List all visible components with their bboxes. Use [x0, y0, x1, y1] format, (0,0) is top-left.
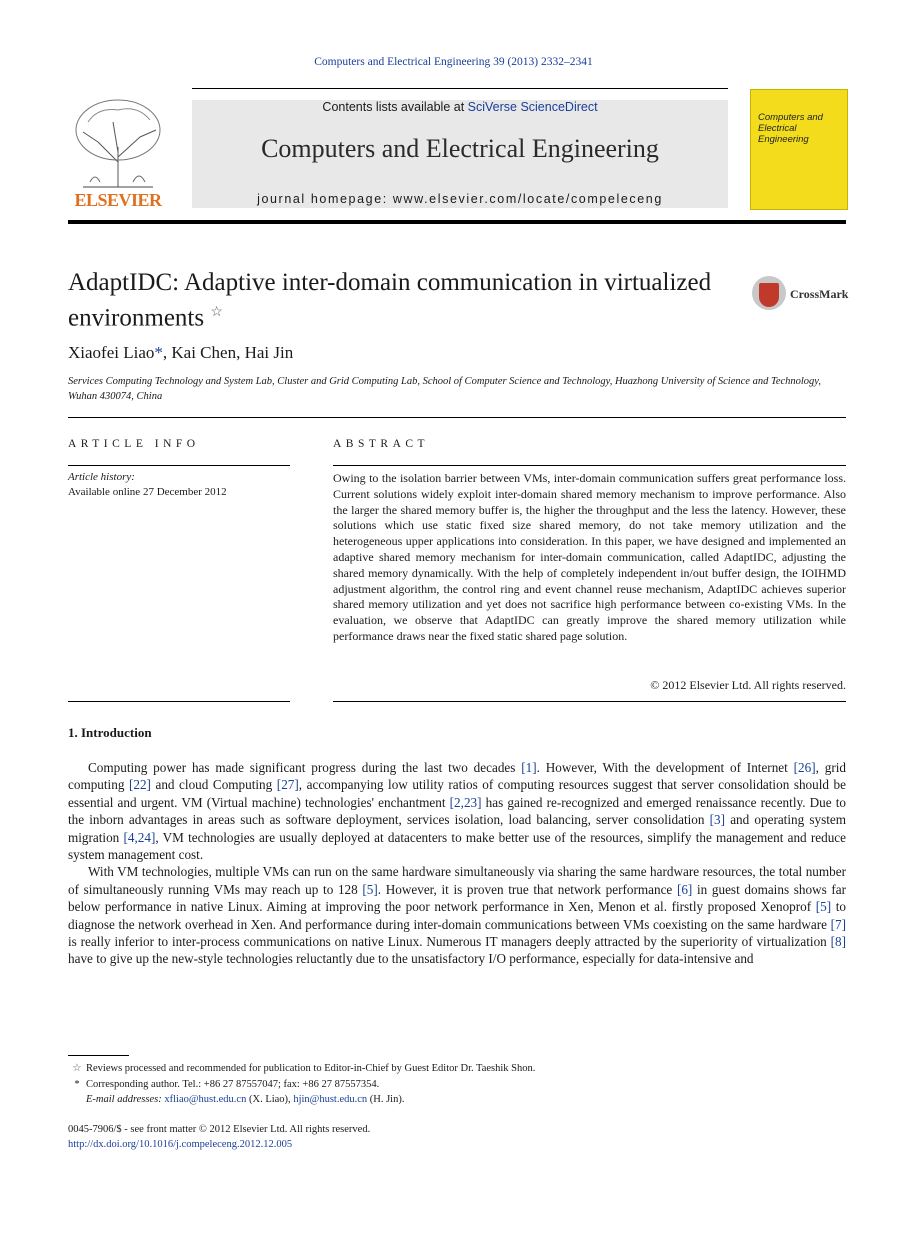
paragraph-text: has gained re-recognized and emerged renaissance recently. Due to the inborn advantages in areas such as software deployment, services isolation, load balancing, server consolidation [68, 794, 846, 828]
journal-name: Computers and Electrical Engineering [261, 134, 659, 163]
affiliation: Services Computing Technology and System Lab, Cluster and Grid Computing Lab, School of Computer Science and Technology, Huazhong University of Science and Technology, Wuhan 430074, China [68, 376, 822, 402]
citation-link[interactable]: [7] [830, 916, 846, 932]
abstract-rule [333, 465, 846, 466]
section-rule [68, 417, 846, 418]
footnote-star-mark: ☆ [72, 1063, 82, 1074]
footnotes [68, 1061, 846, 1108]
abstract-heading: ABSTRACT [333, 438, 430, 450]
abstract-bottom-rule [333, 701, 846, 702]
citation-link[interactable]: [26] [793, 760, 816, 775]
homepage-url[interactable]: www.elsevier.com/locate/compeleceng [392, 192, 663, 206]
article-history [68, 470, 227, 500]
paragraph-text: , grid computing [68, 760, 846, 793]
citation-link[interactable]: [5] [815, 899, 832, 915]
front-matter [68, 1122, 370, 1152]
journal-homepage [192, 192, 728, 206]
paragraph-text: is really inferior to inter-process communications on native Linux. Numerous IT managers deeply attracted by the superiority of virtualization [68, 934, 831, 950]
paragraph-text: , VM technologies are usually deployed at datacenters to make better use of the resources, simplify the management and reduce system management cost. [68, 829, 846, 863]
issn-line: 0045-7906/$ - see front matter © 2012 Elsevier Ltd. All rights reserved. [68, 1124, 371, 1135]
footnote-corr-mark: * [74, 1078, 80, 1090]
homepage-prefix: journal homepage: [257, 192, 393, 206]
citation-link[interactable]: [6] [676, 881, 693, 897]
available-online-date: Available online 27 December 2012 [68, 486, 227, 498]
email-jin-link[interactable]: hjin@hust.edu.cn [293, 1094, 368, 1105]
citation-link[interactable]: [5] [362, 881, 378, 897]
sciencedirect-link[interactable]: SciVerse ScienceDirect [467, 100, 598, 114]
paragraph-text: and cloud Computing [150, 777, 277, 793]
title-footnote-star[interactable]: ☆ [210, 305, 223, 320]
intro-paragraph-1 [68, 759, 846, 863]
email-liao-link[interactable]: xfliao@hust.edu.cn [164, 1094, 247, 1105]
journal-cover-thumbnail[interactable] [750, 89, 848, 210]
contents-line [192, 100, 728, 114]
article-info-bottom-rule [68, 701, 290, 702]
corresponding-author-mark[interactable]: * [154, 343, 163, 362]
footnote-corresponding-text: Corresponding author. Tel.: +86 27 87557047; fax: +86 27 87557354. [86, 1078, 380, 1090]
citation-link[interactable]: [2,23] [449, 794, 482, 810]
article-history-label: Article history: [68, 471, 135, 483]
paragraph-text: . However, it is proven true that network performance [377, 881, 677, 897]
footnote-review [68, 1061, 846, 1077]
citation-link[interactable]: [1] [521, 760, 537, 775]
email-label: E-mail addresses: [86, 1094, 162, 1105]
journal-citation[interactable]: Computers and Electrical Engineering 39 (2013) 2332–2341 [314, 56, 593, 68]
paragraph-text: in guest domains shows far below performance in native Linux. Aiming at improving the poor network performance in Xen, Menon et al. firstly proposed Xenoprof [68, 881, 846, 915]
intro-paragraph-2 [68, 863, 846, 967]
abstract-text: Owing to the isolation barrier between VMs, inter-domain communication suffers great performance loss. Current solutions widely exploit inter-domain shared memory mechanism to improve performance. Also the larger the shared memory buffer is, the higher the throughput and the less the latency. However, these solutions which use static fixed size shared memory, do not take memory utilization and the heterogeneous upper applications into consideration. In this paper, we have designed and implemented an adaptive shared memory mechanism for inter-domain communication, called AdaptIDC, adjusting the shared memory dynamically. With the help of completely independent in/out buffer design, the IOIHMD adjustment algorithm, the control ring and event channel reuse mechanism, AdaptIDC achieves superior shared memory utilization and yet does not sacrifice high performance between co-existing VMs. In the evaluation, we observe that AdaptIDC can greatly improve the shared memory utilization while performance draws near the fixed static shared page solution. [333, 471, 846, 643]
introduction-heading: 1. Introduction [68, 725, 152, 740]
citation-link[interactable]: [22] [128, 777, 151, 793]
citation-link[interactable]: [4,24] [123, 829, 156, 845]
paragraph-text: With VM technologies, multiple VMs can run on the same hardware simultaneously via sharing the same hardware resources, the total number of simultaneously running VMs may reach up to 128 [68, 864, 846, 897]
article-info-heading: ARTICLE INFO [68, 438, 200, 450]
introduction-body [68, 759, 846, 968]
cover-title: Computers and Electrical Engineering [758, 112, 823, 145]
doi-link[interactable]: http://dx.doi.org/10.1016/j.compeleceng.2012.12.005 [68, 1139, 293, 1150]
contents-prefix: Contents lists available at [322, 100, 468, 114]
author-list [68, 343, 293, 363]
email-liao-who: (X. Liao), [246, 1094, 294, 1105]
footnote-review-text: Reviews processed and recommended for publication to Editor-in-Chief by Guest Editor Dr. Taeshik Shon. [86, 1063, 536, 1074]
paragraph-text: have to give up the new-style technologies reluctantly due to the unsatisfactory I/O performance, especially for data-intensive and [68, 951, 754, 967]
paragraph-text: to diagnose the network overhead in Xen. And performance during inter-domain communications between VMs coexisting on the same hardware [68, 899, 846, 932]
author-liao[interactable]: Xiaofei Liao [68, 343, 155, 362]
other-authors: , Kai Chen, Hai Jin [162, 343, 294, 362]
header-rule [68, 220, 846, 224]
footnote-corresponding [68, 1077, 846, 1093]
abstract-copyright: © 2012 Elsevier Ltd. All rights reserved. [650, 678, 846, 692]
crossmark-label[interactable]: CrossMark [790, 287, 849, 301]
paragraph-text: Computing power has made significant progress during the last two decades [88, 760, 522, 775]
email-jin-who: (H. Jin). [367, 1094, 405, 1105]
footnote-rule [68, 1055, 129, 1056]
elsevier-wordmark: ELSEVIER [74, 190, 162, 210]
citation-link[interactable]: [27] [276, 777, 299, 793]
crossmark-ribbon-icon [759, 283, 779, 307]
citation-link[interactable]: [8] [830, 934, 846, 950]
banner-rule [192, 88, 728, 89]
citation-link[interactable]: [3] [709, 812, 726, 828]
article-title-text: AdaptIDC: Adaptive inter-domain communication in virtualized environments [68, 269, 712, 332]
article-info-rule [68, 465, 290, 466]
paragraph-text: and operating system migration [68, 812, 846, 845]
article-title [68, 268, 748, 333]
paragraph-text: , accompanying low utility ratios of computing resources suggest that server consolidation should be essential and urgent. VM (Virtual machine) technologies' enchantment [68, 777, 846, 810]
paragraph-text: . However, With the development of Internet [536, 760, 794, 775]
footnote-emails [68, 1092, 846, 1108]
